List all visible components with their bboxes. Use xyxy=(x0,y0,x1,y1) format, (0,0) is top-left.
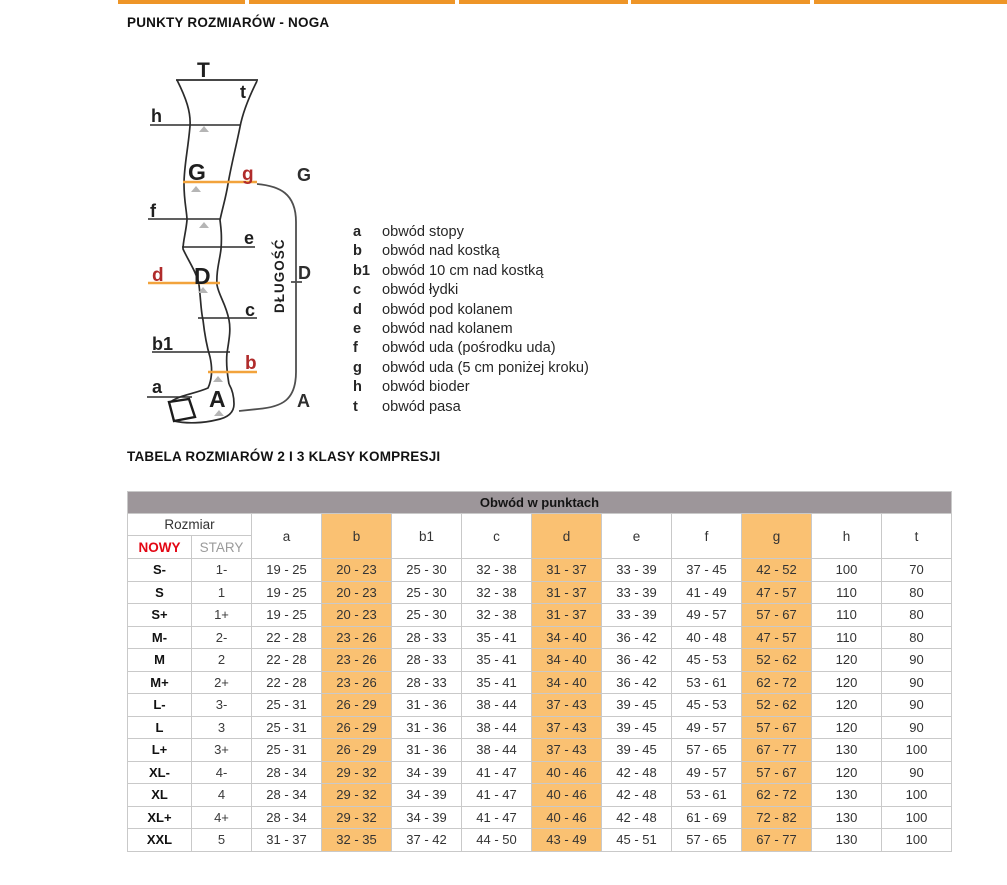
page-title: PUNKTY ROZMIARÓW - NOGA xyxy=(127,15,330,30)
diagram-label-G: G xyxy=(188,159,206,185)
cell-L--h: 120 xyxy=(812,694,882,717)
diagram-label-T: T xyxy=(197,59,210,82)
cell-M-b1: 28 - 33 xyxy=(392,649,462,672)
cell-S-d: 31 - 37 xyxy=(532,581,602,604)
diagram-label-b: b xyxy=(245,353,257,374)
cell-XXL-a: 31 - 37 xyxy=(252,829,322,852)
cell-M-b: 23 - 26 xyxy=(322,649,392,672)
cell-S+-e: 33 - 39 xyxy=(602,604,672,627)
cell-S+-g: 57 - 67 xyxy=(742,604,812,627)
cell-XL-c: 41 - 47 xyxy=(462,784,532,807)
cell-S-b: 20 - 23 xyxy=(322,581,392,604)
top-tab-3[interactable] xyxy=(459,0,628,4)
new-size-cell: L+ xyxy=(128,739,192,762)
legend-key: g xyxy=(353,359,362,376)
cell-S-c: 32 - 38 xyxy=(462,581,532,604)
legend-desc: obwód nad kostką xyxy=(382,243,500,260)
cell-L--b: 26 - 29 xyxy=(322,694,392,717)
legend-desc: obwód łydki xyxy=(382,282,459,299)
cell-L-c: 38 - 44 xyxy=(462,716,532,739)
cell-M--b1: 28 - 33 xyxy=(392,626,462,649)
toe-cap xyxy=(169,399,195,421)
col-header-t: t xyxy=(882,514,952,559)
cell-S--g: 42 - 52 xyxy=(742,559,812,582)
cell-XL--f: 49 - 57 xyxy=(672,761,742,784)
cell-M-f: 45 - 53 xyxy=(672,649,742,672)
stary-header: STARY xyxy=(192,536,252,559)
size-row-M- xyxy=(128,626,952,649)
cell-XL--h: 120 xyxy=(812,761,882,784)
cell-M--a: 22 - 28 xyxy=(252,626,322,649)
top-tab-4[interactable] xyxy=(631,0,810,4)
col-header-h: h xyxy=(812,514,882,559)
cell-S--c: 32 - 38 xyxy=(462,559,532,582)
new-size-cell: XL xyxy=(128,784,192,807)
old-size-cell: 1- xyxy=(192,559,252,582)
old-size-cell: 5 xyxy=(192,829,252,852)
new-size-cell: L xyxy=(128,716,192,739)
cell-L-f: 49 - 57 xyxy=(672,716,742,739)
cell-L-b: 26 - 29 xyxy=(322,716,392,739)
diagram-label-b1: b1 xyxy=(152,334,174,354)
size-row-XXL xyxy=(128,829,952,852)
cell-S+-f: 49 - 57 xyxy=(672,604,742,627)
cell-L-t: 90 xyxy=(882,716,952,739)
table-span-header: Obwód w punktach xyxy=(128,492,952,514)
nowy-header: NOWY xyxy=(128,536,192,559)
cell-XL--a: 28 - 34 xyxy=(252,761,322,784)
legend-desc: obwód pasa xyxy=(382,398,461,415)
old-size-cell: 1+ xyxy=(192,604,252,627)
old-size-cell: 2 xyxy=(192,649,252,672)
cell-L--a: 25 - 31 xyxy=(252,694,322,717)
cell-XL+-b: 29 - 32 xyxy=(322,806,392,829)
size-row-L xyxy=(128,716,952,739)
col-header-d: d xyxy=(532,514,602,559)
cell-XL+-a: 28 - 34 xyxy=(252,806,322,829)
cell-XL+-g: 72 - 82 xyxy=(742,806,812,829)
size-row-M xyxy=(128,649,952,672)
legend-desc: obwód bioder xyxy=(382,379,470,396)
cell-S-t: 80 xyxy=(882,581,952,604)
size-row-L+ xyxy=(128,739,952,762)
cell-M-a: 22 - 28 xyxy=(252,649,322,672)
cell-S+-h: 110 xyxy=(812,604,882,627)
col-header-b1: b1 xyxy=(392,514,462,559)
cell-XL+-h: 130 xyxy=(812,806,882,829)
cell-S-e: 33 - 39 xyxy=(602,581,672,604)
cell-XL-e: 42 - 48 xyxy=(602,784,672,807)
cell-L-g: 57 - 67 xyxy=(742,716,812,739)
cell-M-e: 36 - 42 xyxy=(602,649,672,672)
old-size-cell: 4- xyxy=(192,761,252,784)
legend-key: f xyxy=(353,340,358,357)
diagram-label-G-right: G xyxy=(297,165,312,185)
legend-desc: obwód nad kolanem xyxy=(382,321,513,338)
cell-XXL-d: 43 - 49 xyxy=(532,829,602,852)
cell-M+-f: 53 - 61 xyxy=(672,671,742,694)
cell-L+-b: 26 - 29 xyxy=(322,739,392,762)
cell-XL-d: 40 - 46 xyxy=(532,784,602,807)
cell-XL-b: 29 - 32 xyxy=(322,784,392,807)
size-row-S- xyxy=(128,559,952,582)
cell-M+-a: 22 - 28 xyxy=(252,671,322,694)
old-size-cell: 3- xyxy=(192,694,252,717)
old-size-cell: 3 xyxy=(192,716,252,739)
measurement-legend xyxy=(353,223,589,417)
cell-XL-f: 53 - 61 xyxy=(672,784,742,807)
cell-S--e: 33 - 39 xyxy=(602,559,672,582)
old-size-cell: 4+ xyxy=(192,806,252,829)
cell-L-d: 37 - 43 xyxy=(532,716,602,739)
legend-item-f xyxy=(353,339,589,358)
cell-XL--e: 42 - 48 xyxy=(602,761,672,784)
cell-L-h: 120 xyxy=(812,716,882,739)
col-header-c: c xyxy=(462,514,532,559)
legend-item-c xyxy=(353,281,589,300)
new-size-cell: M xyxy=(128,649,192,672)
col-header-a: a xyxy=(252,514,322,559)
cell-M--d: 34 - 40 xyxy=(532,626,602,649)
new-size-cell: S xyxy=(128,581,192,604)
cell-M--g: 47 - 57 xyxy=(742,626,812,649)
legend-item-t xyxy=(353,398,589,417)
diagram-label-dlugosc: DŁUGOŚĆ xyxy=(272,238,287,313)
cell-M-c: 35 - 41 xyxy=(462,649,532,672)
cell-L-a: 25 - 31 xyxy=(252,716,322,739)
cell-XL--d: 40 - 46 xyxy=(532,761,602,784)
diagram-label-e: e xyxy=(244,228,255,248)
old-size-cell: 2+ xyxy=(192,671,252,694)
legend-desc: obwód stopy xyxy=(382,224,464,240)
cell-S--b: 20 - 23 xyxy=(322,559,392,582)
cell-M+-c: 35 - 41 xyxy=(462,671,532,694)
cell-L--d: 37 - 43 xyxy=(532,694,602,717)
cell-XXL-h: 130 xyxy=(812,829,882,852)
cell-L+-e: 39 - 45 xyxy=(602,739,672,762)
new-size-cell: L- xyxy=(128,694,192,717)
top-tab-1[interactable] xyxy=(118,0,245,4)
cell-M+-h: 120 xyxy=(812,671,882,694)
cell-S+-b1: 25 - 30 xyxy=(392,604,462,627)
diagram-label-t: t xyxy=(240,82,246,102)
cell-S-a: 19 - 25 xyxy=(252,581,322,604)
cell-XL--g: 57 - 67 xyxy=(742,761,812,784)
rozmiar-header: Rozmiar xyxy=(128,514,252,536)
cell-XL--c: 41 - 47 xyxy=(462,761,532,784)
legend-desc: obwód uda (pośrodku uda) xyxy=(382,340,556,357)
size-row-XL+ xyxy=(128,806,952,829)
diagram-label-f: f xyxy=(150,201,156,221)
cell-S--d: 31 - 37 xyxy=(532,559,602,582)
cell-L+-f: 57 - 65 xyxy=(672,739,742,762)
diagram-label-h: h xyxy=(151,106,162,126)
legend-key: t xyxy=(353,398,358,415)
legend-desc: obwód 10 cm nad kostką xyxy=(382,262,544,279)
cell-S+-a: 19 - 25 xyxy=(252,604,322,627)
cell-XXL-c: 44 - 50 xyxy=(462,829,532,852)
diagram-label-D-right: D xyxy=(298,263,311,283)
cell-S-b1: 25 - 30 xyxy=(392,581,462,604)
size-row-XL- xyxy=(128,761,952,784)
cell-L--g: 52 - 62 xyxy=(742,694,812,717)
new-size-cell: XL+ xyxy=(128,806,192,829)
new-size-cell: XXL xyxy=(128,829,192,852)
cell-M-h: 120 xyxy=(812,649,882,672)
cell-M--e: 36 - 42 xyxy=(602,626,672,649)
cell-M+-g: 62 - 72 xyxy=(742,671,812,694)
diagram-label-c: c xyxy=(245,300,256,320)
cell-L+-g: 67 - 77 xyxy=(742,739,812,762)
cell-XL-g: 62 - 72 xyxy=(742,784,812,807)
cell-S--b1: 25 - 30 xyxy=(392,559,462,582)
legend-item-d xyxy=(353,301,589,320)
size-row-S+ xyxy=(128,604,952,627)
cell-M--b: 23 - 26 xyxy=(322,626,392,649)
diagram-label-A-right: A xyxy=(297,391,310,411)
legend-item-b1 xyxy=(353,262,589,281)
cell-S-g: 47 - 57 xyxy=(742,581,812,604)
legend-key: b xyxy=(353,243,362,260)
cell-XL-t: 100 xyxy=(882,784,952,807)
cell-L--e: 39 - 45 xyxy=(602,694,672,717)
cell-M--f: 40 - 48 xyxy=(672,626,742,649)
cell-XXL-b: 32 - 35 xyxy=(322,829,392,852)
table-title: TABELA ROZMIARÓW 2 I 3 KLASY KOMPRESJI xyxy=(127,449,441,464)
diagram-label-D: D xyxy=(194,263,211,289)
cell-S--h: 100 xyxy=(812,559,882,582)
cell-S+-b: 20 - 23 xyxy=(322,604,392,627)
legend-key: c xyxy=(353,282,362,299)
old-size-cell: 4 xyxy=(192,784,252,807)
diagram-label-a: a xyxy=(152,377,163,397)
legend-key: b1 xyxy=(353,262,371,279)
cell-XL+-f: 61 - 69 xyxy=(672,806,742,829)
cell-XL-a: 28 - 34 xyxy=(252,784,322,807)
new-size-cell: M- xyxy=(128,626,192,649)
size-row-XL xyxy=(128,784,952,807)
cell-XL-h: 130 xyxy=(812,784,882,807)
cell-S+-t: 80 xyxy=(882,604,952,627)
cell-M+-e: 36 - 42 xyxy=(602,671,672,694)
cell-S+-d: 31 - 37 xyxy=(532,604,602,627)
legend-item-b xyxy=(353,242,589,261)
cell-M+-b: 23 - 26 xyxy=(322,671,392,694)
cell-XXL-g: 67 - 77 xyxy=(742,829,812,852)
cell-M+-t: 90 xyxy=(882,671,952,694)
old-size-cell: 1 xyxy=(192,581,252,604)
cell-XL+-c: 41 - 47 xyxy=(462,806,532,829)
cell-L-e: 39 - 45 xyxy=(602,716,672,739)
legend-key: d xyxy=(353,301,362,318)
cell-S-h: 110 xyxy=(812,581,882,604)
cell-M--h: 110 xyxy=(812,626,882,649)
col-header-b: b xyxy=(322,514,392,559)
col-header-f: f xyxy=(672,514,742,559)
cell-XL--b: 29 - 32 xyxy=(322,761,392,784)
legend-key: h xyxy=(353,379,362,396)
legend-key: e xyxy=(353,321,362,338)
size-table xyxy=(127,491,952,852)
cell-XXL-b1: 37 - 42 xyxy=(392,829,462,852)
cell-S+-c: 32 - 38 xyxy=(462,604,532,627)
cell-XL+-e: 42 - 48 xyxy=(602,806,672,829)
cell-M+-d: 34 - 40 xyxy=(532,671,602,694)
cell-S--a: 19 - 25 xyxy=(252,559,322,582)
cell-L--f: 45 - 53 xyxy=(672,694,742,717)
cell-XL+-t: 100 xyxy=(882,806,952,829)
legend-item-g xyxy=(353,359,589,378)
cell-L-b1: 31 - 36 xyxy=(392,716,462,739)
new-size-cell: S+ xyxy=(128,604,192,627)
cell-S--t: 70 xyxy=(882,559,952,582)
cell-M--c: 35 - 41 xyxy=(462,626,532,649)
length-bracket xyxy=(239,184,302,411)
cell-L--c: 38 - 44 xyxy=(462,694,532,717)
size-row-L- xyxy=(128,694,952,717)
top-tab-2[interactable] xyxy=(249,0,455,4)
size-row-M+ xyxy=(128,671,952,694)
cell-L+-b1: 31 - 36 xyxy=(392,739,462,762)
diagram-label-A: A xyxy=(209,386,226,412)
cell-XL--t: 90 xyxy=(882,761,952,784)
cell-L--t: 90 xyxy=(882,694,952,717)
cell-L+-d: 37 - 43 xyxy=(532,739,602,762)
cell-M-d: 34 - 40 xyxy=(532,649,602,672)
cell-XL+-b1: 34 - 39 xyxy=(392,806,462,829)
legend-desc: obwód pod kolanem xyxy=(382,301,513,318)
cell-XXL-t: 100 xyxy=(882,829,952,852)
cell-S--f: 37 - 45 xyxy=(672,559,742,582)
top-tab-5[interactable] xyxy=(814,0,1007,4)
diagram-label-g: g xyxy=(242,164,254,185)
cell-XXL-f: 57 - 65 xyxy=(672,829,742,852)
cell-L+-c: 38 - 44 xyxy=(462,739,532,762)
cell-L+-h: 130 xyxy=(812,739,882,762)
old-size-cell: 2- xyxy=(192,626,252,649)
old-size-cell: 3+ xyxy=(192,739,252,762)
cell-XL-b1: 34 - 39 xyxy=(392,784,462,807)
new-size-cell: XL- xyxy=(128,761,192,784)
cell-XXL-e: 45 - 51 xyxy=(602,829,672,852)
cell-M-g: 52 - 62 xyxy=(742,649,812,672)
cell-S-f: 41 - 49 xyxy=(672,581,742,604)
cell-M--t: 80 xyxy=(882,626,952,649)
col-header-g: g xyxy=(742,514,812,559)
legend-desc: obwód uda (5 cm poniżej kroku) xyxy=(382,359,589,376)
new-size-cell: S- xyxy=(128,559,192,582)
legend-item-a xyxy=(353,223,589,242)
size-row-S xyxy=(128,581,952,604)
legend-item-e xyxy=(353,320,589,339)
legend-item-h xyxy=(353,378,589,397)
new-size-cell: M+ xyxy=(128,671,192,694)
leg-measurement-diagram xyxy=(120,50,350,440)
cell-XL+-d: 40 - 46 xyxy=(532,806,602,829)
diagram-label-d: d xyxy=(152,265,164,286)
cell-M+-b1: 28 - 33 xyxy=(392,671,462,694)
cell-XL--b1: 34 - 39 xyxy=(392,761,462,784)
cell-L+-a: 25 - 31 xyxy=(252,739,322,762)
col-header-e: e xyxy=(602,514,672,559)
cell-M-t: 90 xyxy=(882,649,952,672)
legend-key: a xyxy=(353,224,362,240)
cell-L--b1: 31 - 36 xyxy=(392,694,462,717)
cell-L+-t: 100 xyxy=(882,739,952,762)
